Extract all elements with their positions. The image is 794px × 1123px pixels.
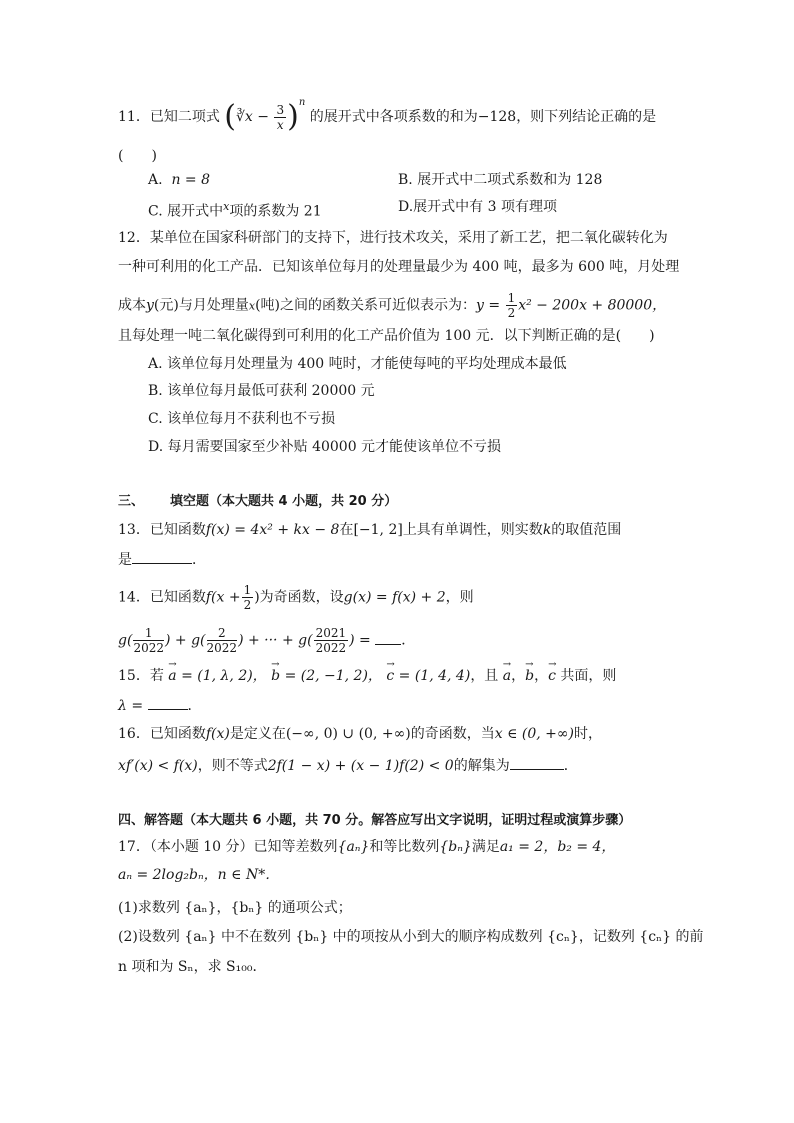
section3-heading: 三、 填空题（本大题共 4 小题，共 20 分） [118,494,398,509]
q16-answer-blank[interactable] [510,755,564,770]
q15-line2: λ = ． [118,695,202,716]
q12-line1: 12．某单位在国家科研部门的支持下，进行技术攻关，采用了新工艺，把二氧化碳转化为 [118,230,668,246]
q11-option-a: A. n = 8 [148,172,211,188]
q12-line4: 且每处理一吨二氧化碳得到可利用的化工产品价值为 100 元．以下判断正确的是( ) [118,328,655,344]
q11-paren: ( ) [118,148,157,164]
q13-line2: 是 ． [118,549,206,570]
q12-option-a: A. 该单位每月处理量为 400 吨时，才能使每吨的平均处理成本最低 [148,356,567,372]
q13-answer-blank[interactable] [132,549,192,564]
q17-stem: 17．（本小题 10 分）已知等差数列{aₙ}和等比数列{bₙ}满足a₁ = 2，b₂ = 4， [118,839,616,855]
q17-line2: aₙ = 2log₂bₙ，n ∈ N*． [118,867,280,883]
q12-option-c: C. 该单位每月不获利也不亏损 [148,411,336,427]
q12-option-d: D. 每月需要国家至少补贴 40000 元才能使该单位不亏损 [148,439,502,455]
q17-part2-line2: n 项和为 Sₙ，求 S₁₀₀． [118,959,267,975]
q14-stem: 14．已知函数f(x + $\frac{1}{2}$ )为奇函数，设g(x) = f(x) + 2，则 [118,583,474,612]
q11-number: 11． [118,109,150,125]
q11-option-d: D.展开式中有 3 项有理项 [398,199,557,215]
q12-line2: 一种可利用的化工产品．已知该单位每月的处理量最少为 400 吨，最多为 600 吨，月处理 [118,259,680,275]
q13-stem: 13．已知函数f(x) = 4x² + kx − 8在[−1, 2]上具有单调性，则实数k的取值范围 [118,522,622,538]
q14-line2: g( $\frac{1}{2022}$ ) + g( $\frac{2}{2022}$ ) + ··· + g( $\frac{2021}{2022}$ ) = ． [118,626,416,655]
q11-option-c: C. 展开式中$^x$项的系数为 21 [148,200,322,220]
q12-option-b: B. 该单位每月最低可获利 20000 元 [148,383,375,399]
q14-answer-blank[interactable] [375,630,401,645]
q15-answer-blank[interactable] [148,695,188,710]
q17-part1: (1)求数列 {aₙ}，{bₙ} 的通项公式； [118,900,352,916]
q16-line2: xf′(x) < f(x)，则不等式2f(1 − x) + (x − 1)f(2) < 0的解集为 ． [118,755,578,776]
q17-part2-line1: (2)设数列 {aₙ} 中不在数列 {bₙ} 中的项按从小到大的顺序构成数列 {cₙ}，记数列 {cₙ} 的前 [118,929,704,945]
q11-option-b: B. 展开式中二项式系数和为 128 [398,172,603,188]
q11-tail: ，则下列结论正确的是 [516,109,657,125]
section4-heading: 四、解答题（本大题共 6 小题，共 70 分。解答应写出文字说明，证明过程或演算步骤） [118,813,632,828]
q11-sum: −128 [477,109,517,125]
q11-pre: 已知二项式 [149,109,220,125]
q12-line3: 成本y(元)与月处理量x(吨)之间的函数关系可近似表示为：y = $\frac{1}{2}$ x² − 200x + 80000， [118,291,667,320]
q16-stem: 16．已知函数f(x)是定义在(−∞, 0) ∪ (0, +∞)的奇函数，当x ∈ (0, +∞)时， [118,726,603,742]
q11-post: 的展开式中各项系数的和为 [309,109,478,125]
q15-stem: 15．若 → a = (1, λ, 2)， → b = (2, −1, 2)， → c = (1, 4, 4)，且 → a，→ b，→ c 共面，则 [118,666,616,686]
q11-stem: 11．已知二项式 (∛x − $\frac{3}{x}$ )$^n$ 的展开式中各项系数的和为−128，则下列结论正确的是 [118,97,657,134]
